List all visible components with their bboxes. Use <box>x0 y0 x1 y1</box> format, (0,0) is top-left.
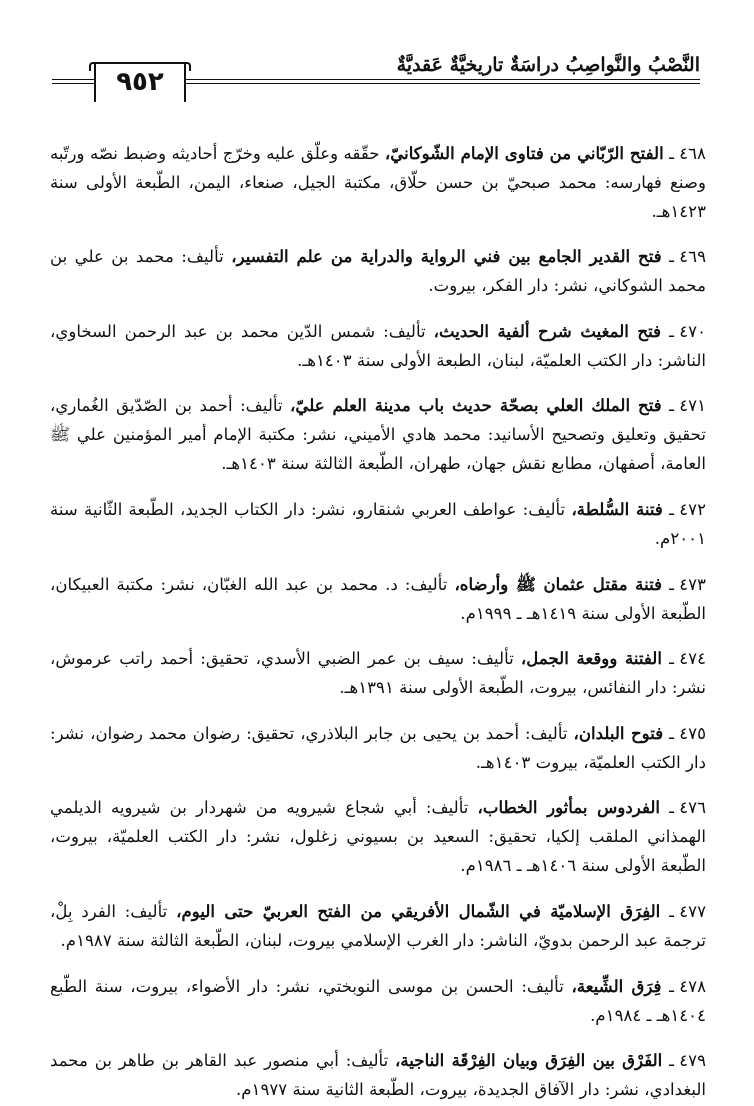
entry-number: ٤٦٩ ـ <box>669 247 706 267</box>
entry-title: الفِرَق الإسلاميّة في الشّمال الأفريقي من الفتح العربيّ حتى اليوم، <box>176 900 661 921</box>
page-number: ٩٥٢ <box>94 62 186 102</box>
entry-details: تأليف: أبي منصور عبد القاهر بن طاهر بن محمد البغدادي، نشر: دار الآفاق الجديدة، بيروت، الطّبعة الثانية سنة ١٩٧٧م. <box>50 1051 706 1100</box>
entry-number: ٤٧٤ ـ <box>669 649 706 669</box>
entry-details: تأليف: سيف بن عمر الضبي الأسدي، تحقيق: أحمد راتب عرموش، نشر: دار النفائس، بيروت، الطّبعة الأولى سنة ١٣٩١هـ. <box>50 649 706 698</box>
entry-number: ٤٧٦ ـ <box>669 798 706 818</box>
entry-number: ٤٧٩ ـ <box>669 1051 706 1071</box>
bibliography-entry <box>50 719 706 777</box>
entry-number: ٤٧٥ ـ <box>669 723 706 743</box>
entry-details: تأليف: شمس الدّين محمد بن عبد الرحمن السخاوي، الناشر: دار الكتب العلميّة، لبنان، الطبعة الأولى سنة ١٤٠٣هـ. <box>50 321 706 370</box>
bibliography-entry <box>50 1046 706 1104</box>
entry-title: فتح المغيث شرح ألفية الحديث، <box>433 320 662 341</box>
entry-title: فتنة السُّلطة، <box>571 498 663 519</box>
bibliography-entry <box>50 391 706 478</box>
entry-number: ٤٧٢ ـ <box>669 499 706 519</box>
bibliography-entry <box>50 139 706 226</box>
entry-title: الفتح الرّبّاني من فتاوى الإمام الشّوكانيّ، <box>384 142 664 163</box>
entry-details: تأليف: أحمد بن يحيى بن جابر البلاذري، تحقيق: رضوان محمد رضوان، نشر: دار الكتب العلميّة، بيروت ١٤٠٣هـ. <box>50 723 706 772</box>
entry-title: فتنة مقتل عثمان ﷺ وأرضاه، <box>454 573 663 594</box>
running-header <box>52 54 700 104</box>
bibliography-entry <box>50 570 706 628</box>
entry-number: ٤٧١ ـ <box>669 396 706 416</box>
entry-details: تأليف: أحمد بن الصّدّيق الغُماري، تحقيق وتعليق وتصحيح الأسانيد: محمد هادي الأميني، نشر: مكتبة الإمام أمير المؤمنين علي ﷺ العامة، أصفهان، مطابع نقش جهان، طهران، الطّبعة الثالثة سنة ١٤٠٣هـ. <box>50 396 706 474</box>
entry-details: تأليف: الفرد بِلْ، ترجمة عبد الرحمن بدويّ، الناشر: دار الغرب الإسلامي بيروت، لبنان، الطّبعة الثالثة سنة ١٩٨٧م. <box>50 901 706 950</box>
entry-number: ٤٧٣ ـ <box>669 574 706 594</box>
entry-title: فِرَق الشِّيعة، <box>571 975 662 996</box>
entry-details: تأليف: محمد بن علي بن محمد الشوكاني، نشر: دار الفكر، بيروت. <box>50 247 706 296</box>
entry-title: الفتنة ووقعة الجمل، <box>520 648 662 669</box>
running-title: النَّصْبُ والنَّواصِبُ دراسَةٌ تاريخيَّةٌ عَقديَّةٌ <box>387 54 700 76</box>
entry-number: ٤٦٨ ـ <box>669 143 706 163</box>
bibliography-entry <box>50 644 706 702</box>
bibliography-entry <box>50 793 706 880</box>
entry-number: ٤٧٧ ـ <box>669 901 706 921</box>
entry-number: ٤٧٨ ـ <box>669 976 706 996</box>
entry-title: فتح الملك العلي بصحّة حديث باب مدينة العلم عليّ، <box>290 395 662 416</box>
entry-title: فتح القدير الجامع بين فني الرواية والدراية من علم التفسير، <box>231 246 662 267</box>
entry-number: ٤٧٠ ـ <box>669 321 706 341</box>
entry-details: تأليف: أبي شجاع شيرويه من شهردار بن شيرويه الديلمي الهمذاني الملقب إلكيا، تحقيق: السعيد بن بسيوني زغلول، نشر: دار الكتب العلميّة، بيروت، الطّبعة الأولى سنة ١٤٠٦هـ ـ ١٩٨٦م. <box>50 798 706 876</box>
entry-details: تأليف: د. محمد بن عبد الله الغبّان، نشر: مكتبة العبيكان، الطّبعة الأولى سنة ١٤١٩هـ ـ ١٩٩٩م. <box>50 574 706 623</box>
bibliography-entry <box>50 242 706 300</box>
entry-title: الفَرْق بين الفِرَق وبيان الفِرْقَة الناجية، <box>395 1050 663 1071</box>
bibliography-entry <box>50 972 706 1030</box>
entry-details: تأليف: عواطف العربي شنقارو، نشر: دار الكتاب الجديد، الطّبعة الثّانية سنة ٢٠٠١م. <box>50 499 706 548</box>
bibliography-entry <box>50 317 706 375</box>
bibliography-entry <box>50 897 706 955</box>
bibliography-entry <box>50 495 706 553</box>
entry-title: فتوح البلدان، <box>573 722 664 743</box>
entry-details: حقّقه وعلّق عليه وخرّج أحاديثه وضبط نصّه ورتّبه وصنع فهارسه: محمد صبحيّ بن حسن حلّاق، مكتبة الجيل، صنعاء، اليمن، الطّبعة الأولى سنة ١٤٢٣هـ. <box>50 143 706 221</box>
entry-title: الفردوس بمأثور الخطاب، <box>477 797 661 818</box>
entry-details: تأليف: الحسن بن موسى النوبختي، نشر: دار الأضواء، بيروت، سنة الطّبع ١٤٠٤هـ ـ ١٩٨٤م. <box>50 976 706 1025</box>
bibliography-list <box>50 122 706 1106</box>
